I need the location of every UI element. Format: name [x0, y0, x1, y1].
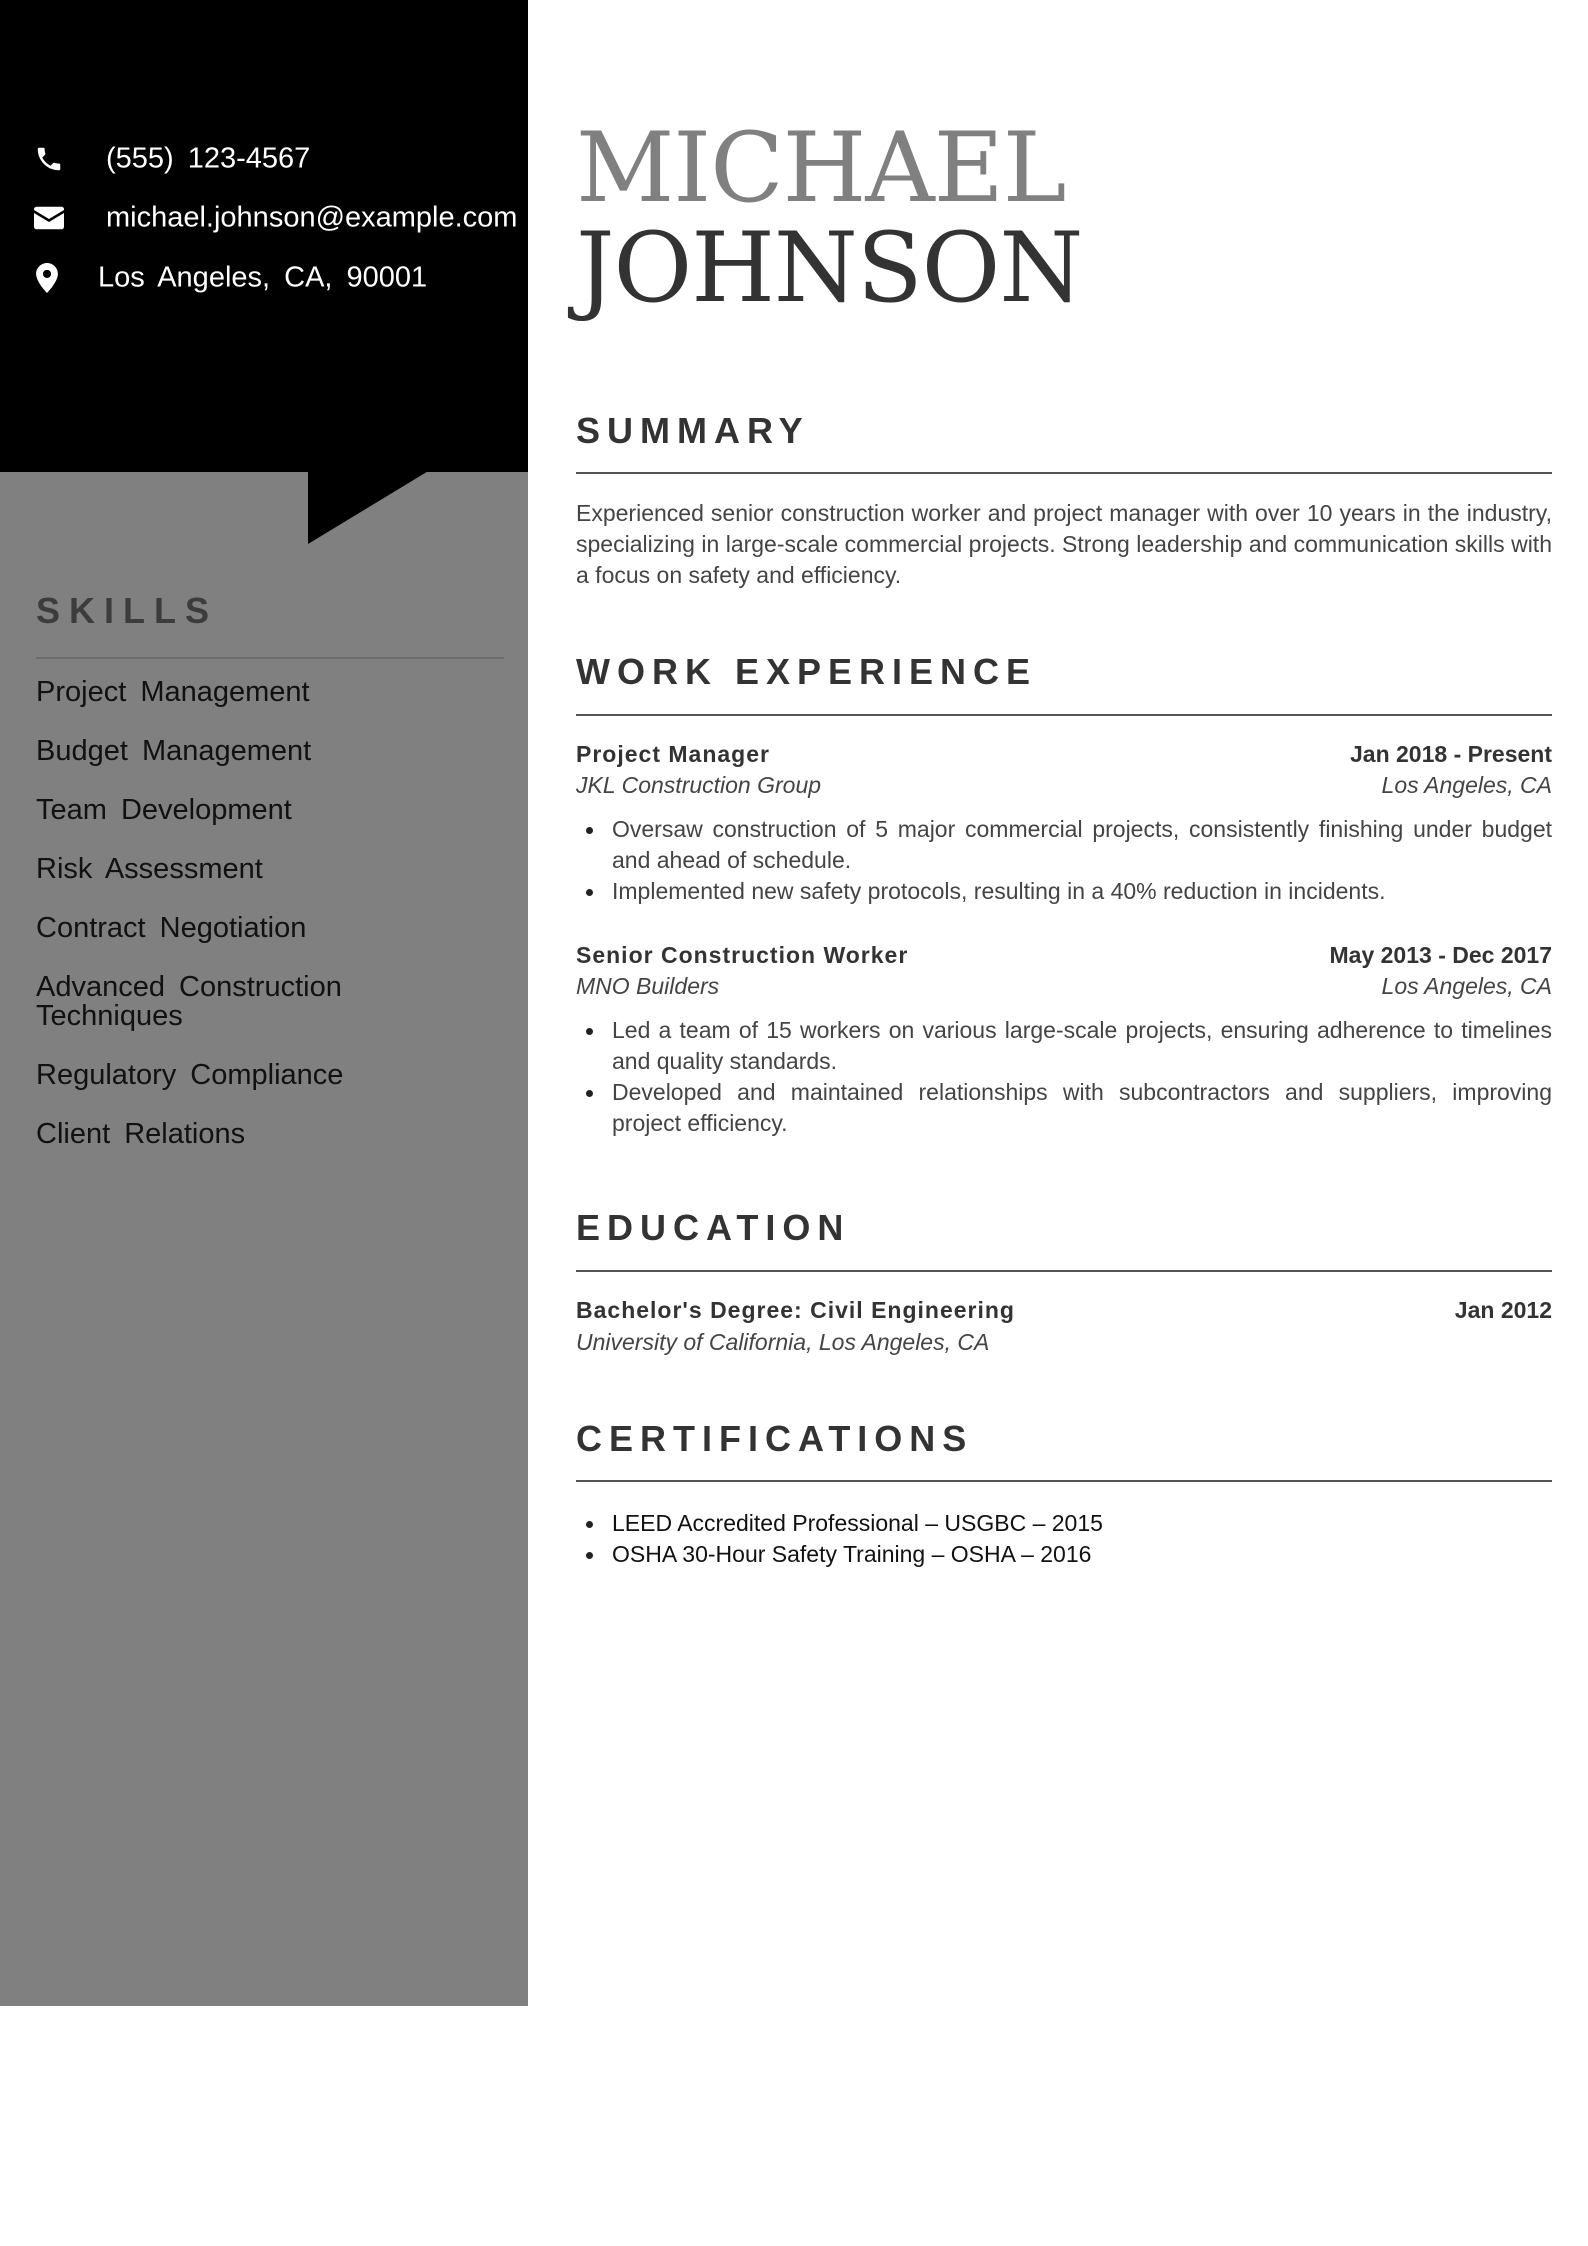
skill-item: Client Relations — [36, 1118, 246, 1150]
contact-panel-notch — [308, 470, 430, 544]
certification-item: LEED Accredited Professional – USGBC – 2015 — [612, 1508, 1552, 1539]
contact-phone-text: (555) 123-4567 — [106, 142, 311, 175]
envelope-icon — [34, 206, 64, 230]
job-bullet: Oversaw construction of 5 major commercial projects, consistently finishing under budget and ahead of schedule. — [612, 814, 1552, 876]
education-school: University of California, Los Angeles, CA — [576, 1329, 990, 1355]
skill-item: Regulatory Compliance — [36, 1059, 344, 1091]
job-company: JKL Construction Group — [576, 772, 822, 798]
certifications-heading: CERTIFICATIONS — [576, 1418, 974, 1459]
phone-icon — [34, 144, 64, 174]
certifications-list — [612, 1508, 1552, 1570]
job-bullet: Led a team of 15 workers on various large-scale projects, ensuring adherence to timelines and quality standards. — [612, 1015, 1552, 1077]
job-company: MNO Builders — [576, 973, 720, 999]
name-last: JOHNSON — [576, 212, 1083, 324]
job-title: Senior Construction Worker — [576, 942, 909, 968]
job-date: Jan 2018 - Present — [1349, 741, 1552, 767]
job-title: Project Manager — [576, 741, 770, 767]
education-date: Jan 2012 — [1454, 1297, 1552, 1323]
summary-heading: SUMMARY — [576, 410, 810, 451]
job-location: Los Angeles, CA — [1381, 973, 1552, 999]
job-bullet: Implemented new safety protocols, resulting in a 40% reduction in incidents. — [612, 876, 1552, 907]
contact-email[interactable] — [0, 198, 528, 238]
education-degree: Bachelor's Degree: Civil Engineering — [576, 1297, 1015, 1323]
summary-text: Experienced senior construction worker and project manager with over 10 years in the industry, specializing in large-scale commercial projects. Strong leadership and communication skills with a focus on safety and efficiency. — [576, 500, 1552, 588]
job-bullet: Developed and maintained relationships with subcontractors and suppliers, improving project efficiency. — [612, 1077, 1552, 1139]
contact-location-text: Los Angeles, CA, 90001 — [98, 261, 428, 294]
work-experience-heading: WORK EXPERIENCE — [576, 651, 1038, 692]
job-date: May 2013 - Dec 2017 — [1329, 942, 1552, 968]
job-bullets — [612, 814, 1552, 907]
skill-item: Contract Negotiation — [36, 912, 307, 944]
job-location: Los Angeles, CA — [1381, 772, 1552, 798]
skill-item: Risk Assessment — [36, 853, 263, 885]
skill-item: Advanced Construction Techniques — [36, 971, 342, 1032]
contact-phone[interactable] — [0, 139, 528, 179]
skills-divider — [36, 657, 504, 659]
contact-location — [0, 258, 528, 298]
name-first: MICHAEL — [576, 112, 1066, 224]
summary-divider — [576, 472, 1552, 474]
contact-email-text: michael.johnson@example.com — [106, 201, 518, 234]
skill-item: Team Development — [36, 794, 292, 826]
skills-list — [36, 678, 456, 1179]
certifications-divider — [576, 1480, 1552, 1482]
education-heading: EDUCATION — [576, 1207, 851, 1248]
map-pin-icon — [36, 263, 58, 293]
skills-heading: SKILLS — [36, 590, 219, 631]
job-bullets — [612, 1015, 1552, 1139]
skill-item: Budget Management — [36, 735, 312, 767]
certification-item: OSHA 30-Hour Safety Training – OSHA – 2016 — [612, 1539, 1552, 1570]
work-experience-divider — [576, 714, 1552, 716]
skill-item: Project Management — [36, 676, 310, 708]
education-divider — [576, 1270, 1552, 1272]
